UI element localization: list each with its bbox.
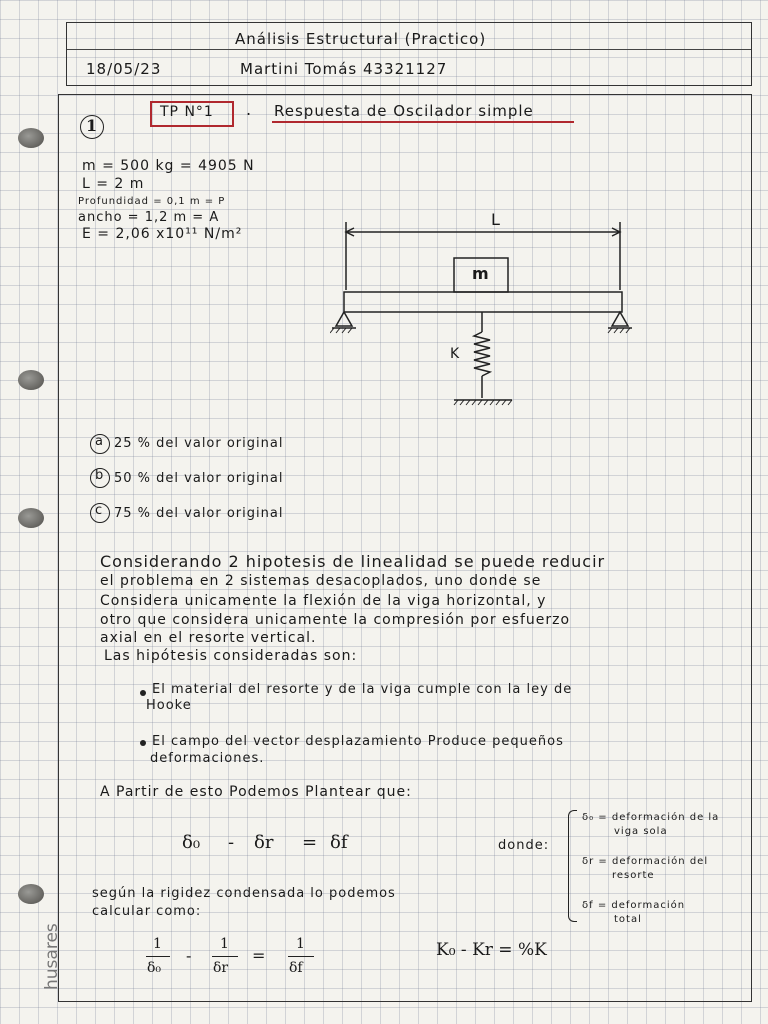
- binder-hole: [18, 370, 44, 390]
- option-a-letter: a: [95, 434, 104, 449]
- course-title: Análisis Estructural (Practico): [235, 30, 487, 48]
- notebook-brand: [38, 923, 68, 990]
- statement: A Partir de esto Podemos Plantear que:: [100, 784, 412, 800]
- title-underline: [272, 121, 574, 123]
- definition-line: δf = deformación: [582, 900, 686, 911]
- paragraph-line: otro que considera unicamente la compresión por esfuerzo: [100, 612, 571, 628]
- definition-line: resorte: [612, 870, 655, 881]
- brand-text: husares: [42, 923, 62, 990]
- delta-r: δr: [254, 832, 274, 853]
- definition-line: δr = deformación del: [582, 856, 709, 867]
- title-subject: Respuesta de Oscilador simple: [274, 102, 534, 120]
- problem-number: 1: [86, 116, 98, 135]
- frac-num: 1: [220, 936, 229, 952]
- bullet-dot: [140, 690, 146, 696]
- binder-hole: [18, 128, 44, 148]
- given-depth: Profundidad = 0,1 m = P: [78, 196, 226, 207]
- delta-f: δf: [330, 832, 348, 853]
- option-b-letter: b: [95, 468, 105, 483]
- binder-hole: [18, 508, 44, 528]
- header-divider: [67, 49, 751, 50]
- mass-label: m: [472, 264, 490, 283]
- given-modulus: E = 2,06 x10¹¹ N/m²: [82, 226, 243, 242]
- spring-label: K: [450, 346, 461, 362]
- bullet-line: El campo del vector desplazamiento Produce pequeños: [152, 734, 564, 749]
- eq-minus: -: [228, 832, 235, 853]
- paragraph-line: Considerando 2 hipotesis de linealidad se puede reducir: [100, 552, 606, 571]
- title-dot: .: [246, 100, 252, 119]
- bullet-line: El material del resorte y de la viga cumple con la ley de: [152, 682, 573, 697]
- definitions-brace: [568, 810, 577, 922]
- definition-line: δ₀ = deformación de la: [582, 812, 720, 823]
- option-b-text: 50 % del valor original: [114, 471, 284, 486]
- frac-bar: [146, 956, 170, 957]
- tp-label: TP N°1: [160, 104, 214, 120]
- rigidity-line: calcular como:: [92, 904, 202, 919]
- frac-num: 1: [296, 936, 305, 952]
- binder-hole: [18, 884, 44, 904]
- option-c-text: 75 % del valor original: [114, 506, 284, 521]
- option-c-letter: c: [95, 503, 104, 518]
- frac-bar: [212, 956, 238, 957]
- delta-0: δ₀: [182, 832, 201, 853]
- frac-den: δr: [213, 960, 229, 976]
- student-name: Martini Tomás 43321127: [240, 60, 448, 78]
- span-label: L: [491, 210, 501, 229]
- given-width: ancho = 1,2 m = A: [78, 210, 220, 225]
- bullet-line: deformaciones.: [150, 751, 265, 766]
- eq-equals: =: [302, 832, 318, 853]
- date: 18/05/23: [86, 60, 162, 78]
- paragraph-line: axial en el resorte vertical.: [100, 630, 317, 646]
- definition-line: viga sola: [614, 826, 668, 837]
- frac-den: δf: [289, 960, 303, 976]
- paragraph-line: Las hipótesis consideradas son:: [104, 648, 358, 664]
- rigidity-line: según la rigidez condensada lo podemos: [92, 886, 396, 901]
- frac-minus: -: [186, 946, 192, 965]
- oscillator-figure: [330, 210, 640, 410]
- frac-bar: [288, 956, 314, 957]
- bullet-dot: [140, 740, 146, 746]
- definition-line: total: [614, 914, 642, 925]
- option-a-text: 25 % del valor original: [114, 436, 284, 451]
- frac-equals: =: [252, 946, 266, 965]
- paragraph-line: el problema en 2 sistemas desacoplados, uno donde se: [100, 573, 542, 589]
- frac-num: 1: [153, 936, 162, 952]
- stiffness-equation: K₀ - Kr = %K: [436, 940, 547, 960]
- given-mass: m = 500 kg = 4905 N: [82, 158, 255, 174]
- frac-den: δ₀: [147, 960, 162, 976]
- paragraph-line: Considera unicamente la flexión de la viga horizontal, y: [100, 593, 547, 609]
- given-length: L = 2 m: [82, 176, 145, 192]
- donde-label: donde:: [498, 838, 550, 853]
- bullet-line: Hooke: [146, 698, 192, 713]
